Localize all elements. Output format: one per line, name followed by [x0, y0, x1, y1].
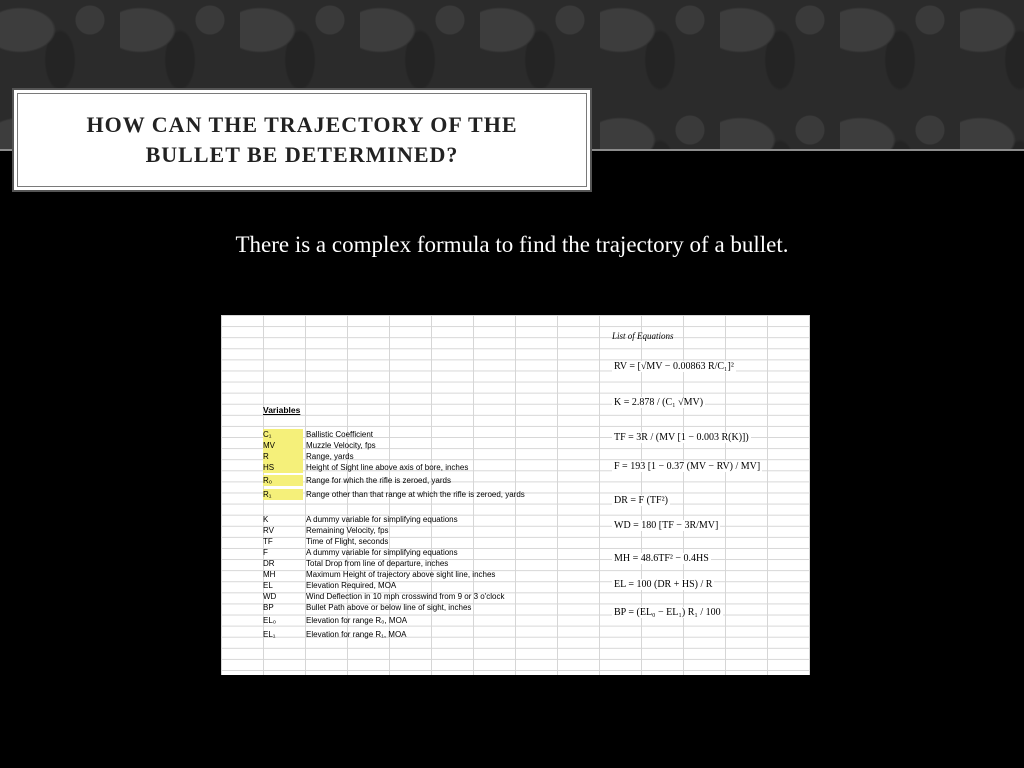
variable-symbol: MV: [263, 440, 303, 451]
variable-description: Muzzle Velocity, fps: [306, 441, 376, 450]
variable-row: [263, 514, 458, 525]
variables-heading: Variables: [263, 405, 301, 415]
variable-symbol: WD: [263, 592, 277, 601]
equation: K = 2.878 / (C₁ √MV): [614, 397, 704, 408]
variable-symbol: EL: [263, 581, 273, 590]
variable-symbol: EL₁: [263, 630, 276, 639]
variable-description: Remaining Velocity, fps: [306, 526, 389, 535]
variable-symbol: BP: [263, 603, 274, 612]
equation: DR = F (TF²): [614, 495, 668, 506]
equation: TF = 3R / (MV [1 − 0.003 R(K)]): [614, 432, 749, 443]
spreadsheet-image: [221, 315, 810, 675]
variable-row: [263, 462, 468, 473]
variable-description: Elevation for range R₀, MOA: [306, 616, 408, 625]
slide-title: HOW CAN THE TRAJECTORY OF THE BULLET BE DETERMINED?: [86, 112, 518, 167]
equations-heading: List of Equations: [612, 331, 674, 341]
variable-row: [263, 547, 458, 558]
variable-description: Ballistic Coefficient: [306, 430, 373, 439]
equation: MH = 48.6TF² − 0.4HS: [614, 553, 709, 564]
equation: F = 193 [1 − 0.37 (MV − RV) / MV]: [614, 461, 761, 472]
variable-row: [263, 475, 451, 486]
equation: EL = 100 (DR + HS) / R: [614, 579, 713, 590]
variable-symbol: EL₀: [263, 616, 277, 625]
variable-symbol: TF: [263, 537, 273, 546]
variable-row: [263, 451, 354, 462]
variable-description: Bullet Path above or below line of sight, inches: [306, 603, 472, 612]
variable-symbol: F: [263, 548, 268, 557]
variable-description: Range other than that range at which the rifle is zeroed, yards: [306, 490, 525, 499]
equation: WD = 180 [TF − 3R/MV]: [614, 520, 719, 531]
variable-description: Range, yards: [306, 452, 354, 461]
variable-symbol: K: [263, 515, 269, 524]
variable-row: [263, 558, 448, 569]
variable-row: [263, 591, 505, 602]
variable-description: Maximum Height of trajectory above sight line, inches: [306, 570, 496, 579]
variable-description: Height of Sight line above axis of bore, inches: [306, 463, 469, 472]
variable-description: Wind Deflection in 10 mph crosswind from 9 or 3 o'clock: [306, 592, 505, 601]
variable-row: [263, 569, 495, 580]
variable-row: [263, 525, 389, 536]
variable-symbol: R₀: [263, 475, 303, 486]
slide-subtitle: There is a complex formula to find the trajectory of a bullet.: [235, 232, 789, 257]
equation: BP = (EL₀ − EL₁) R₁ / 100: [614, 607, 721, 618]
variable-row: [263, 489, 525, 500]
variable-symbol: DR: [263, 559, 275, 568]
variable-description: Total Drop from line of departure, inches: [306, 559, 449, 568]
variable-description: Range for which the rifle is zeroed, yards: [306, 476, 451, 485]
variable-symbol: R₁: [263, 489, 303, 500]
variable-row: [263, 536, 388, 547]
variable-description: A dummy variable for simplifying equations: [306, 548, 458, 557]
variable-description: Elevation for range R₁, MOA: [306, 630, 407, 639]
variable-row: [263, 580, 396, 591]
title-box: [12, 88, 592, 192]
variable-symbol: MH: [263, 570, 276, 579]
variable-row: [263, 429, 373, 440]
variable-symbol: C₁: [263, 429, 303, 440]
variable-description: A dummy variable for simplifying equations: [306, 515, 458, 524]
variable-row: [263, 615, 407, 626]
variable-row: [263, 602, 471, 613]
variable-row: [263, 440, 376, 451]
variable-row: [263, 629, 407, 640]
variable-symbol: HS: [263, 462, 303, 473]
equation: RV = [√MV − 0.00863 R/C₁]²: [614, 361, 734, 372]
variable-description: Time of Flight, seconds: [306, 537, 389, 546]
variable-description: Elevation Required, MOA: [306, 581, 397, 590]
variable-symbol: R: [263, 451, 303, 462]
variable-symbol: RV: [263, 526, 274, 535]
